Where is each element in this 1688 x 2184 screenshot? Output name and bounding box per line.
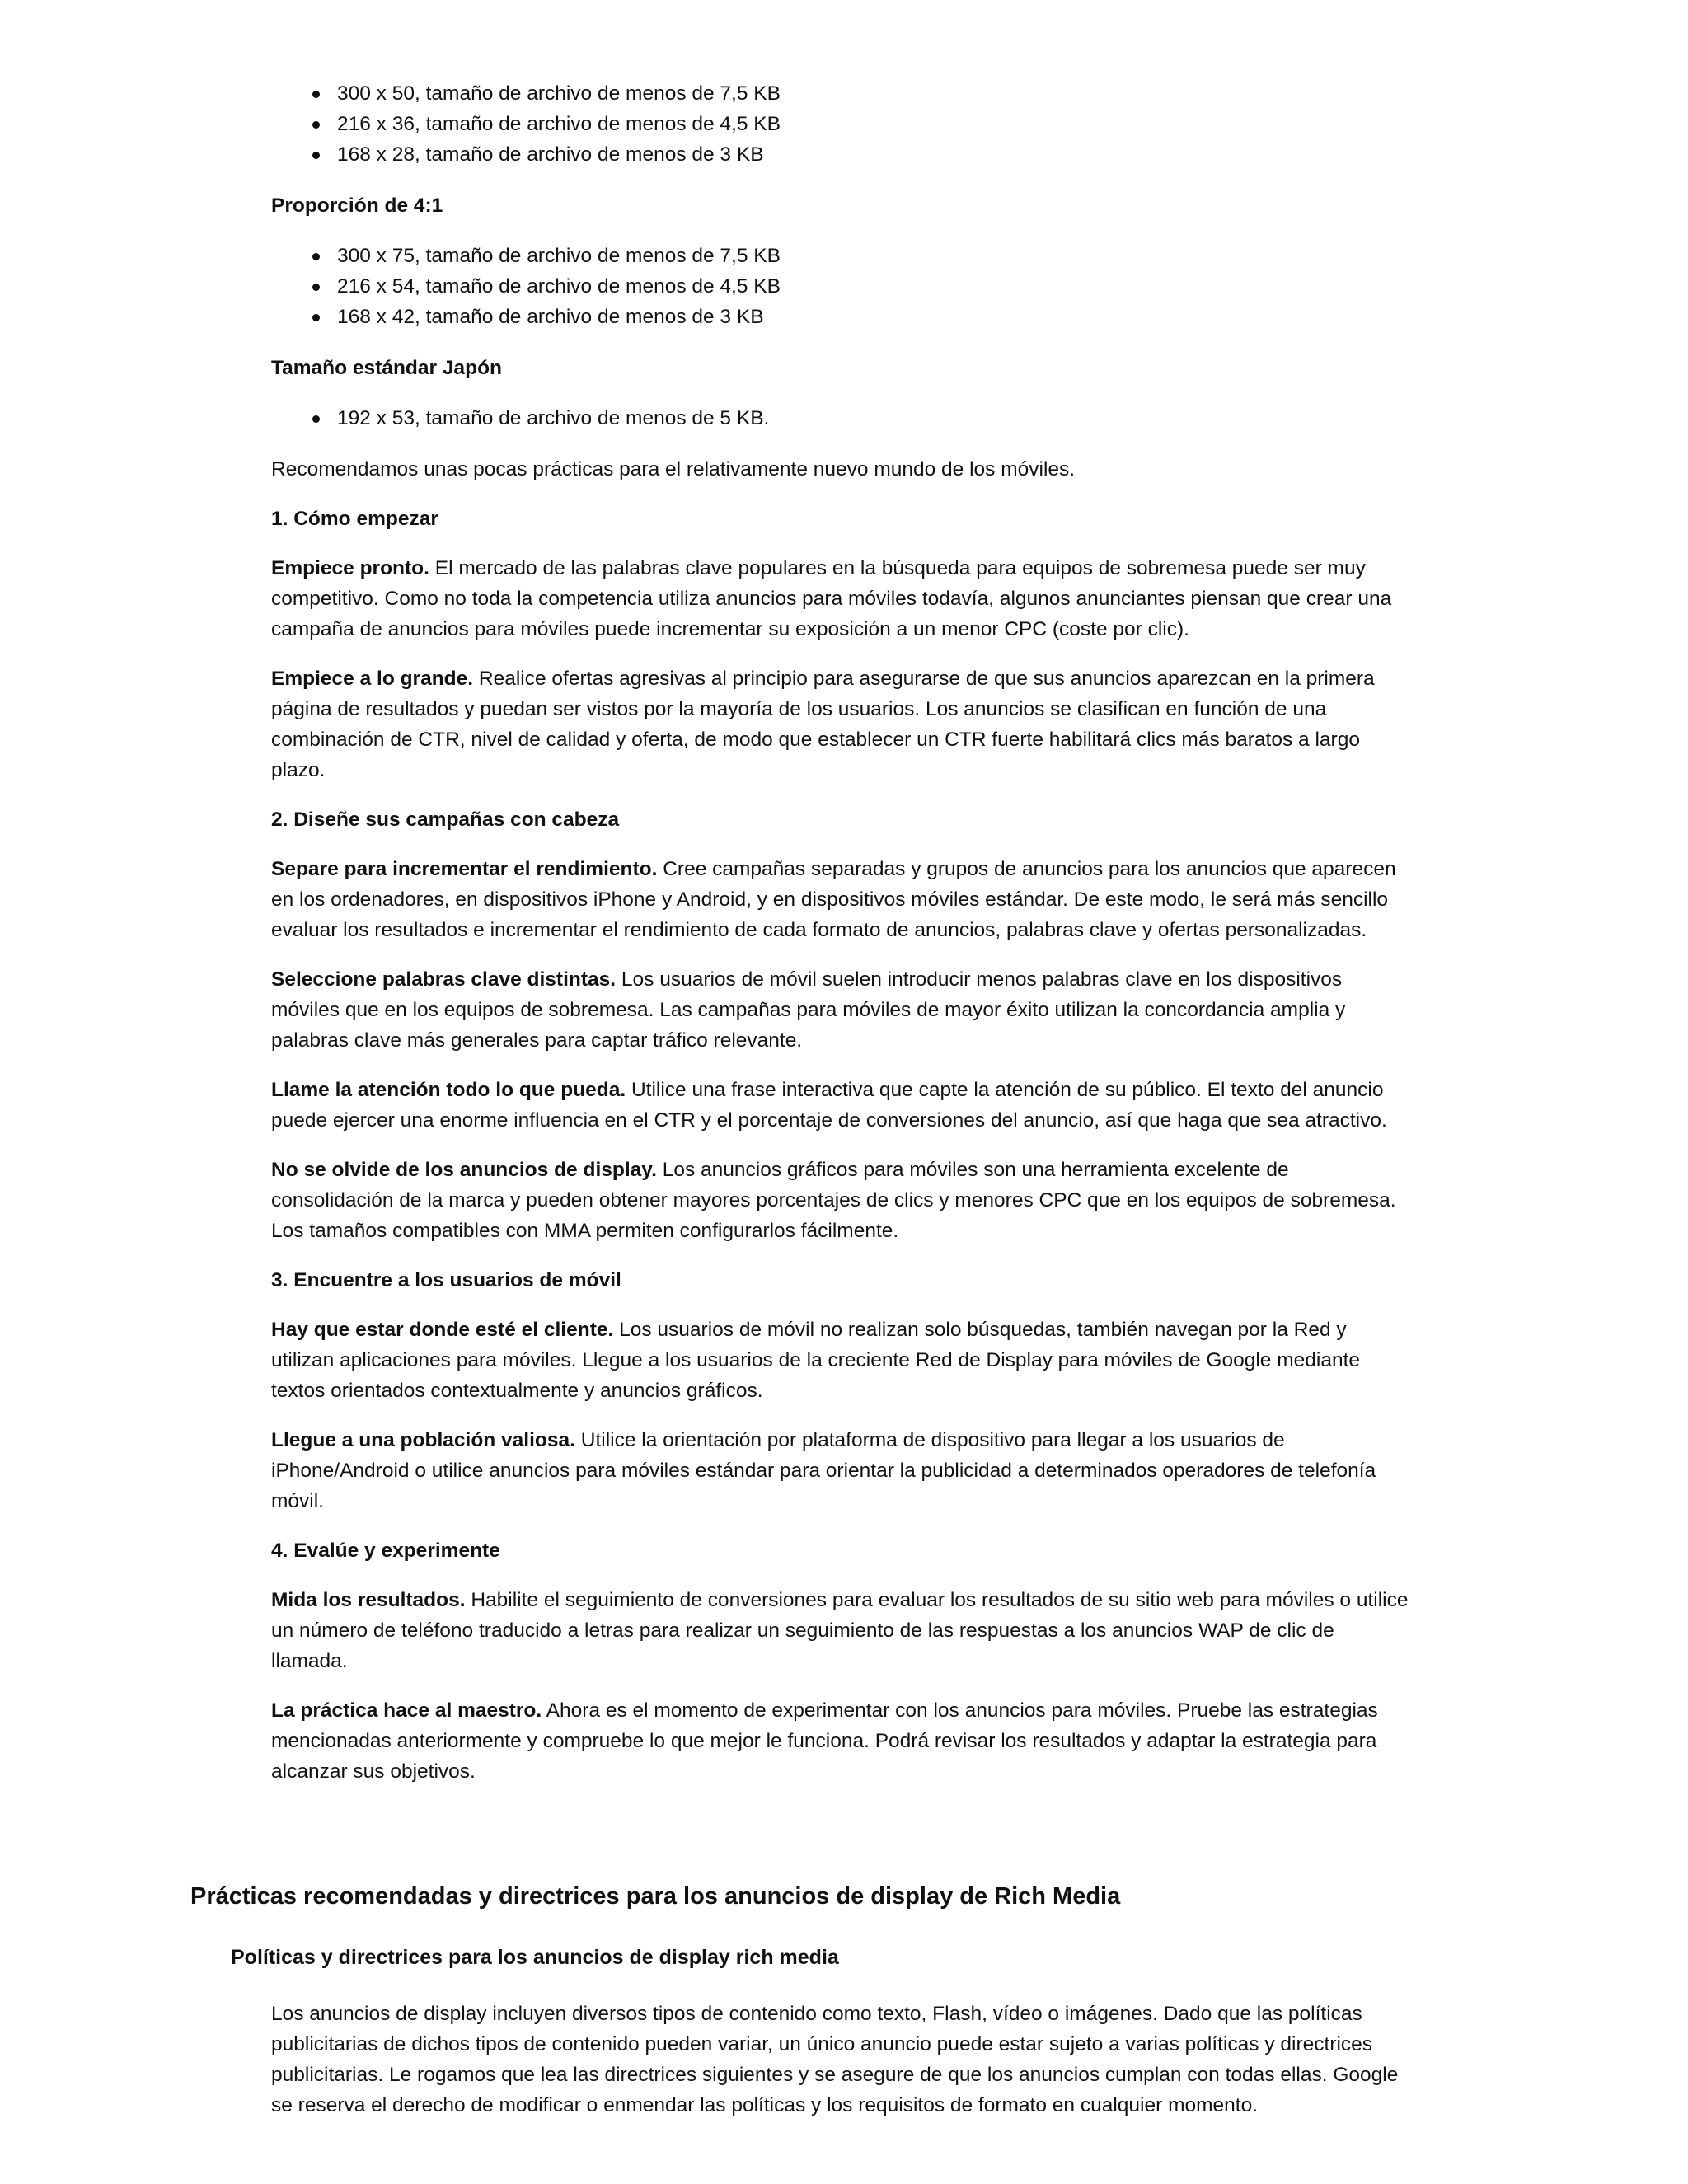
paragraph: Llame la atención todo lo que pueda. Utilice una frase interactiva que capte la atención de su público. El texto del anuncio puede ejercer una enorme influencia en el CTR y el porcentaje de conversiones del anuncio, así que haga que sea atractivo. [271, 1079, 1387, 1132]
list-item: 168 x 28, tamaño de archivo de menos de 3 KB [337, 139, 1409, 170]
heading-ratio-4-1: Proporción de 4:1 [271, 194, 443, 217]
paragraph: Separe para incrementar el rendimiento. Cree campañas separadas y grupos de anuncios para los anuncios que aparecen en los ordenadores, en dispositivos iPhone y Android, y en dispositivos móviles estándar. De este modo, le será más sencillo evaluar los resultados e incrementar el rendimiento de cada formato de anuncios, palabras clave y ofertas personalizadas. [271, 858, 1396, 941]
section-heading-2: 2. Diseñe sus campañas con cabeza [271, 808, 620, 831]
size-list-3-1 [271, 78, 1409, 170]
list-item: 300 x 75, tamaño de archivo de menos de 7,5 KB [337, 241, 1409, 271]
intro-paragraph: Recomendamos unas pocas prácticas para el relativamente nuevo mundo de los móviles. [271, 458, 1076, 480]
heading-japan-size: Tamaño estándar Japón [271, 357, 503, 379]
rich-media-section-title: Prácticas recomendadas y directrices para los anuncios de display de Rich Media [190, 1883, 1121, 1910]
paragraph: Seleccione palabras clave distintas. Los usuarios de móvil suelen introducir menos palabras clave en los dispositivos móviles que en los equipos de sobremesa. Las campañas para móviles de mayor éxito utilizan la concordancia amplia y palabras clave más generales para captar tráfico relevante. [271, 968, 1346, 1052]
paragraph: Mida los resultados. Habilite el seguimiento de conversiones para evaluar los resultados de su sitio web para móviles o utilice un número de teléfono traducido a letras para realizar un seguimiento de las respuestas a los anuncios WAP de clic de llamada. [271, 1589, 1409, 1672]
rich-media-intro-paragraph [271, 1999, 1409, 2116]
paragraph: Empiece a lo grande. Realice ofertas agresivas al principio para asegurarse de que sus anuncios aparezcan en la primera página de resultados y puedan ser vistos por la mayoría de los usuarios. Los anuncios se clasifican en función de una combinación de CTR, nivel de calidad y oferta, de modo que establecer un CTR fuerte habilitará clics más baratos a largo plazo. [271, 668, 1375, 781]
paragraph: Los anuncios de display incluyen diversos tipos de contenido como texto, Flash, vídeo o imágenes. Dado que las políticas publicitarias de dichos tipos de contenido pueden variar, un único anuncio puede estar sujeto a varias políticas y directrices publicitarias. Le rogamos que lea las directrices siguientes y se asegure de que los anuncios cumplan con todas ellas. Google se reserva el derecho de modificar o enmendar las políticas y los requisitos de formato en cualquier momento. [271, 2003, 1399, 2116]
paragraph: No se olvide de los anuncios de display. Los anuncios gráficos para móviles son una herramienta excelente de consolidación de la marca y pueden obtener mayores porcentajes de clics y menores CPC que en los equipos de sobremesa. Los tamaños compatibles con MMA permiten configurarlos fácilmente. [271, 1159, 1396, 1242]
size-list-japan [271, 403, 1409, 434]
list-item: 300 x 50, tamaño de archivo de menos de 7,5 KB [337, 78, 1409, 109]
paragraph: La práctica hace al maestro. Ahora es el momento de experimentar con los anuncios para móviles. Pruebe las estrategias mencionadas anteriormente y compruebe lo que mejor le funciona. Podrá revisar los resultados y adaptar la estrategia para alcanzar sus objetivos. [271, 1699, 1378, 1783]
rich-media-policies-subtitle: Políticas y directrices para los anuncios de display rich media [231, 1946, 839, 1969]
size-list-4-1 [271, 241, 1409, 332]
list-item: 168 x 42, tamaño de archivo de menos de 3 KB [337, 302, 1409, 332]
section-heading-1: 1. Cómo empezar [271, 508, 438, 530]
section-heading-4: 4. Evalúe y experimente [271, 1540, 500, 1562]
paragraph: Empiece pronto. El mercado de las palabras clave populares en la búsqueda para equipos de sobremesa puede ser muy competitivo. Como no toda la competencia utiliza anuncios para móviles todavía, algunos anunciantes piensan que crear una campaña de anuncios para móviles puede incrementar su exposición a un menor CPC (coste por clic). [271, 557, 1392, 640]
section-heading-3: 3. Encuentre a los usuarios de móvil [271, 1269, 621, 1291]
list-item: 216 x 36, tamaño de archivo de menos de 4,5 KB [337, 109, 1409, 139]
main-content [271, 78, 1409, 1806]
paragraph: Hay que estar donde esté el cliente. Los usuarios de móvil no realizan solo búsquedas, también navegan por la Red y utilizan aplicaciones para móviles. Llegue a los usuarios de la creciente Red de Display para móviles de Google mediante textos orientados contextualmente y anuncios gráficos. [271, 1319, 1361, 1402]
list-item: 216 x 54, tamaño de archivo de menos de 4,5 KB [337, 271, 1409, 302]
list-item: 192 x 53, tamaño de archivo de menos de 5 KB. [337, 403, 1409, 434]
paragraph: Llegue a una población valiosa. Utilice la orientación por plataforma de dispositivo para llegar a los usuarios de iPhone/Android o utilice anuncios para móviles estándar para orientar la publicidad a determinados operadores de telefonía móvil. [271, 1429, 1376, 1512]
